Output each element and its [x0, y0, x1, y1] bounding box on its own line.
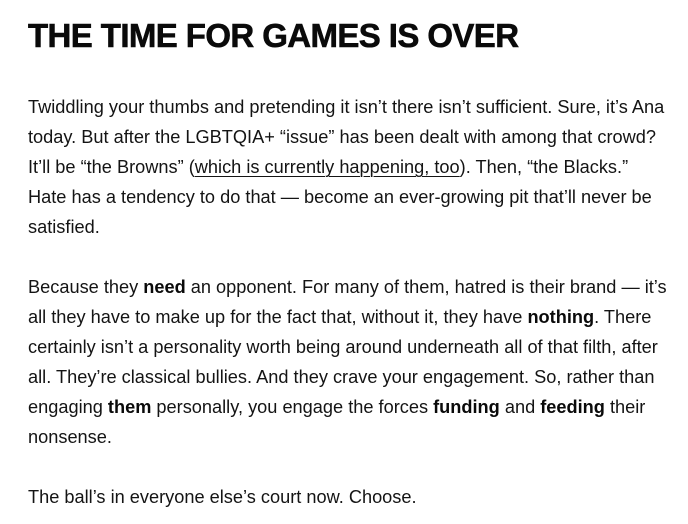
paragraph-1-text-b: ). Then, “the Blacks.” Hate has a tendency to do that — become an ever-growing pit that’ll never be satisfied.: [28, 157, 652, 237]
paragraph-3: The ball’s in everyone else’s court now. Choose.: [28, 487, 417, 507]
paragraph-1-text-a: Twiddling your thumbs and pretending it isn’t there isn’t sufficient. Sure, it’s Ana today. But after the LGBTQIA+ “issue” has been dealt with among that crowd? It’ll be “the Browns” (: [28, 97, 665, 177]
bold-need: need: [143, 277, 186, 297]
paragraph-1: [28, 92, 668, 242]
bold-them: them: [107, 397, 152, 417]
paragraph-2: [28, 272, 668, 452]
paragraph-2-text-4: personally, you engage the forces: [151, 397, 434, 417]
paragraph-2-text-5: and: [499, 397, 541, 417]
paragraph-2-text-1: Because they: [28, 277, 144, 297]
paragraph-2-text-2: an opponent. For many of them, hatred is their brand — it’s all they have to make up for the fact that, without it, they have: [28, 277, 667, 327]
paragraph-2-text-6: their nonsense.: [28, 397, 646, 447]
bold-funding: funding: [433, 397, 500, 417]
section-heading: THE TIME FOR GAMES IS OVER: [28, 17, 519, 54]
paragraph-2-text-3: . There certainly isn’t a personality worth being around underneath all of that filth, after all. They’re classical bullies. And they crave your engagement. So, rather than engaging: [28, 307, 658, 417]
bold-nothing: nothing: [527, 307, 595, 327]
browns-article-link[interactable]: which is currently happening, too: [194, 157, 460, 177]
bold-feeding: feeding: [540, 397, 605, 417]
article-body: [28, 16, 668, 512]
